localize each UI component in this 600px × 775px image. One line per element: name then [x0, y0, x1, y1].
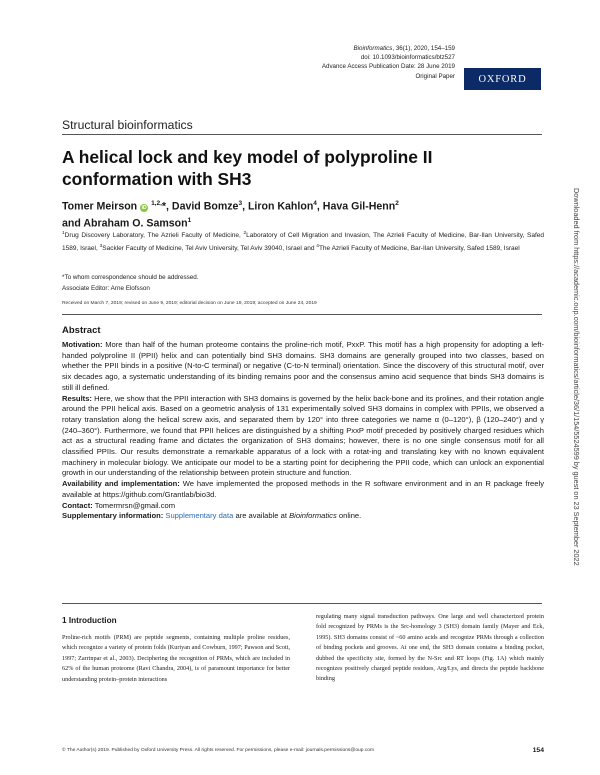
advance-access-date: Advance Access Publication Date: 28 June 2019	[321, 63, 455, 71]
author-affiliation-sup: 1	[187, 217, 192, 225]
correspondence-block	[62, 273, 199, 294]
abstract-availability	[62, 479, 544, 500]
doi[interactable]: doi: 10.1093/bioinformatics/btz527	[360, 54, 455, 62]
author-name: , Liron Kahlon	[242, 200, 314, 213]
page-number: 154	[532, 747, 544, 754]
author-affiliation-sup: 3	[238, 200, 243, 207]
abstract-results	[62, 394, 544, 480]
associate-editor: Associate Editor: Arne Elofsson	[62, 284, 150, 292]
received-dates: Received on March 7, 2019; revised on June 9, 2019; editorial decision on June 19, 2019; accepted on June 24, 2019	[62, 301, 317, 306]
intro-left-column	[62, 633, 290, 685]
abstract-body	[62, 340, 544, 522]
author-affiliation-sup: 2	[395, 200, 399, 207]
author-name: Tomer Meirson	[62, 200, 138, 213]
section-label: Structural bioinformatics	[62, 118, 193, 132]
availability-label: Availability and implementation:	[62, 479, 180, 489]
corresponding-star: *	[161, 200, 167, 213]
contact-label: Contact:	[62, 500, 93, 510]
supplementary-label: Supplementary information:	[62, 511, 164, 521]
download-notice[interactable]: Downloaded from https://academic.oup.com/bioinformatics/article/36/1/154/5524599 by guest on 23 September 2022	[572, 188, 581, 566]
affil-number: 3	[99, 244, 103, 250]
affil-text: Laboratory of Cell Migration and Invasion, The Azrieli Faculty of Medicine, Bar-Ilan University, Safed 1589, Israel,	[62, 232, 544, 253]
author-name: , David Bomze	[166, 200, 239, 213]
supplementary-text: are available at	[233, 511, 290, 521]
abstract-bottom-divider	[62, 603, 542, 604]
author-name: and Abraham O. Samson	[62, 217, 188, 230]
journal-citation-block	[322, 44, 455, 81]
affil-text: Sackler Faculty of Medicine, Tel Aviv University, Tel Aviv 39040, Israel and	[102, 245, 317, 253]
paper-title: A helical lock and key model of polyproline II conformation with SH3	[62, 147, 433, 189]
intro-left-text: Proline-rich motifs (PRM) are peptide segments, containing multiple proline residues, which recognize a variety of protein folds (Kuriyan and Cowburn, 1997; Pawson and Scott, 1997; Zarrinpar et al., 2003). Deciphering the recognition of PRMs, which are included in 62% of the human proteome (Ravi Chandra, 2004), is of paramount importance for better understanding protein–protein interactions	[62, 634, 290, 683]
results-label: Results:	[62, 393, 92, 403]
oxford-logo: OXFORD	[464, 68, 541, 90]
affil-text: Drug Discovery Laboratory, The Azrieli Faculty of Medicine,	[64, 232, 244, 240]
abstract-supplementary	[62, 511, 544, 522]
affil-number: 4	[316, 244, 319, 250]
affiliations	[62, 228, 544, 255]
supplementary-link[interactable]: Supplementary data	[165, 511, 234, 521]
abstract-motivation	[62, 340, 544, 394]
affil-number: 1	[62, 231, 65, 236]
section-divider	[62, 134, 542, 135]
affil-text: The Azrieli Faculty of Medicine, Bar-Ilan University, Safed 1589, Israel	[318, 245, 520, 253]
abstract-divider	[62, 314, 542, 315]
author-affiliation-sup: 1,2,	[151, 200, 162, 207]
intro-right-column	[316, 612, 544, 685]
orcid-icon[interactable]: iD	[141, 204, 147, 211]
supplementary-journal: Bioinformatics	[289, 511, 337, 521]
availability-text: We have implemented the proposed methods in the R software environment and in an R package freely available at https://github.com/Grantlab/bio3d.	[62, 479, 544, 499]
copyright-footer: © The Author(s) 2019. Published by Oxford University Press. All rights reserved. For permissions, please e-mail: journals.permissions@oup.com	[62, 748, 375, 753]
author-affiliation-sup: 4	[313, 200, 317, 207]
supplementary-text-end: online.	[336, 511, 362, 521]
author-name: , Hava Gil-Henn	[316, 200, 396, 213]
abstract-heading: Abstract	[62, 325, 101, 336]
intro-right-text: regulating many signal transduction pathways. One large and well characterized protein fold recognized by PRMs is the Src-homology 3 (SH3) domain family (Mayer and Eck, 1995). SH3 domains consist of ~60 amino acids and recognize PRMs through a collection of binding pockets and grooves. At one end, the SH3 domain contains a binding pocket, dubbed the specificity site, formed by the N-Src and RT loops (Fig. 1A) which mainly recognizes positively charged peptide residues, Arg/Lys, and directs the peptide backbone binding	[316, 613, 544, 683]
paper-type: Original Paper	[415, 72, 455, 80]
abstract-contact	[62, 501, 544, 512]
correspondence-note: *To whom correspondence should be addressed.	[62, 274, 199, 281]
journal-name: Bioinformatics	[353, 45, 393, 52]
citation: , 36(1), 2020, 154–159	[392, 45, 455, 52]
download-notice-sidebar	[574, 188, 588, 608]
motivation-label: Motivation:	[62, 340, 103, 349]
author-list	[62, 197, 502, 231]
contact-email[interactable]: Tomermrsn@gmail.com	[92, 500, 176, 510]
motivation-text: More than half of the human proteome contains the proline-rich motif, PxxP. This motif has a high propensity for adopting a left-handed polyproline II (PPII) helix and can potentially bind SH3 domains. SH3 domains are generally grouped into two classes, based on whether the PPII binds in a positive (N-to-C terminal) or negative (C-to-N terminal) orientation. Since the discovery of this structural motif, over six decades ago, a systematic understanding of its binding remains poor and the consensus amino acid sequence that binds SH3 domains is still ill defined.	[62, 340, 544, 392]
results-text: Here, we show that the PPII interaction with SH3 domains is governed by the helix back-bone and its prolines, and their rotation angle around the PPII helical axis. Based on a geometric analysis of 131 experimentally solved SH3 domains in complex with PPIIs, we observed a rotary translation along the helical screw axis, and separated them by 120° into three categories we name α (0–120°), β (120–240°) and γ (240–360°). Furthermore, we found that PPII helices are distinguished by a shifting PxxP motif preceded by positively charged residues which act as a structural reading frame and dictates the organization of SH3 domains; however, there is no one single consensus motif for all classified PPIIs. Our results demonstrate a remarkable apparatus of a lock with a rotat-ing and translating key with no known equivalent machinery in molecular biology. We anticipate our model to be a starting point for deciphering the PPII code, which can unlock an exponential growth in our understanding of the relationship between protein structure and function.	[62, 393, 544, 478]
affil-number: 2	[243, 231, 247, 236]
introduction-heading: 1 Introduction	[62, 616, 117, 625]
